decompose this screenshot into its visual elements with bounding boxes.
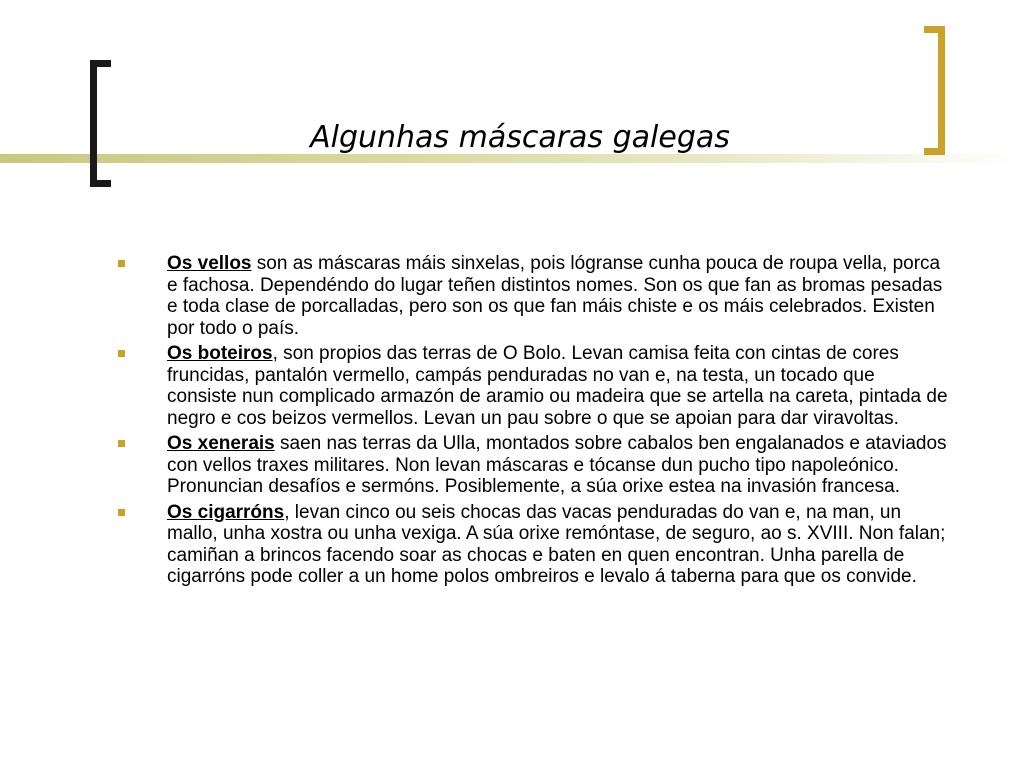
list-item bbox=[118, 433, 948, 498]
item-term: Os cigarróns bbox=[167, 501, 285, 523]
item-term: Os xenerais bbox=[167, 433, 275, 454]
right-bracket-bottom bbox=[924, 148, 945, 155]
left-bracket-bottom bbox=[90, 180, 111, 187]
right-bracket-vertical bbox=[938, 26, 945, 155]
item-term: Os boteiros bbox=[167, 343, 273, 364]
item-term: Os vellos bbox=[167, 253, 252, 274]
item-text: son as máscaras máis sinxelas, pois lógranse cunha pouca de roupa vella, porca e fachosa. Dependéndo do lugar teñen distintos nomes. Son os que fan as bromas pesadas e toda clase de porcalladas, pero son os que fan máis chiste e os máis celebrados. Existen por todo o país. bbox=[167, 253, 943, 339]
bullet-list bbox=[118, 253, 948, 592]
right-bracket-top bbox=[924, 26, 945, 33]
item-text: , son propios das terras de O Bolo. Levan camisa feita con cintas de cores fruncidas, pantalón vermello, campás penduradas no van e, na testa, un tocado que consiste nun complicado armazón de aramio ou madeira que se artella na careta, pintada de negro e cos beizos vermellos. Levan un pau sobre o que se apoian para dar viravoltas. bbox=[167, 343, 948, 429]
slide-title: Algunhas máscaras galegas bbox=[310, 120, 730, 155]
square-bullet-icon bbox=[118, 440, 125, 447]
item-text: , levan cinco ou seis chocas das vacas penduradas do van e, na man, un mallo, unha xostra ou unha vexiga. A súa orixe remóntase, de seguro, ao s. XVIII. Non falan; camiñan a brincos facendo soar as chocas e baten en quen encontran. Unha parella de cigarróns pode coller a un home polos ombreiros e levalo á taberna para que os convide. bbox=[167, 501, 946, 587]
left-bracket-vertical bbox=[90, 60, 97, 187]
left-bracket-top bbox=[90, 60, 111, 67]
list-item bbox=[118, 502, 948, 588]
list-item bbox=[118, 253, 948, 339]
title-decor-band bbox=[0, 154, 1024, 163]
square-bullet-icon bbox=[118, 509, 125, 516]
list-item bbox=[118, 343, 948, 429]
square-bullet-icon bbox=[118, 350, 125, 357]
square-bullet-icon bbox=[118, 260, 125, 267]
item-text: saen nas terras da Ulla, montados sobre cabalos ben engalanados e ataviados con vellos traxes militares. Non levan máscaras e tócanse dun pucho tipo napoleónico. Pronuncian desafíos e sermóns. Posiblemente, a súa orixe estea na invasión francesa. bbox=[167, 433, 947, 497]
